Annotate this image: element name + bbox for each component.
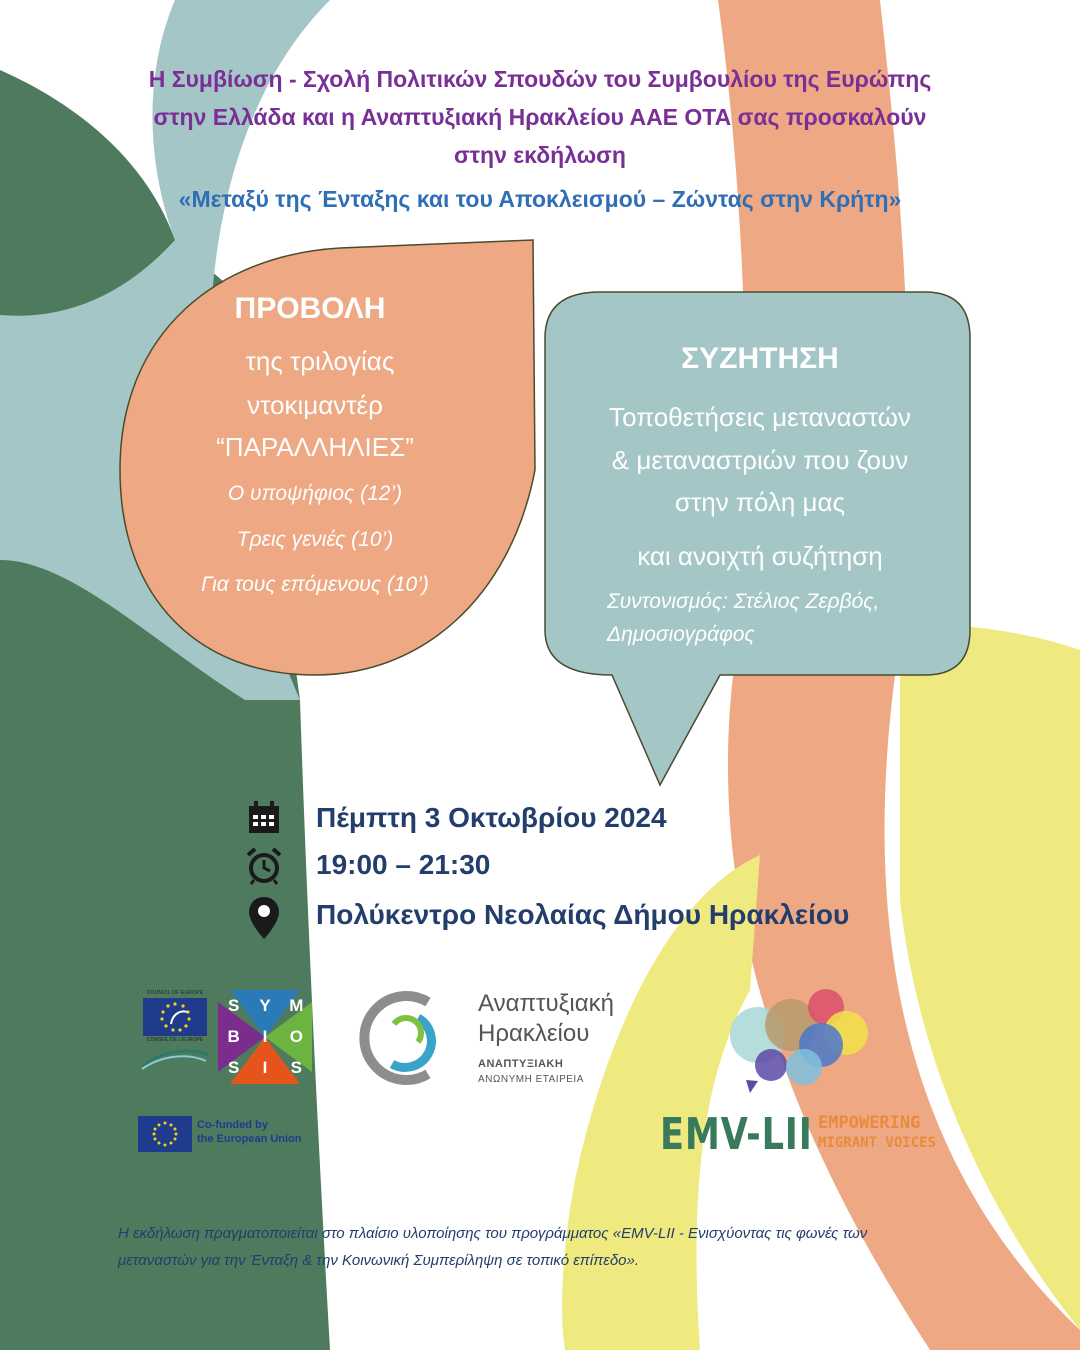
emv-lii-main-text: EMV-LII <box>660 1109 813 1160</box>
event-date: Πέμπτη 3 Οκτωβρίου 2024 <box>316 802 667 833</box>
alarm-clock-icon <box>245 847 283 885</box>
anaptyxiaki-logo <box>352 988 652 1088</box>
symbiosis-letter: M <box>289 995 304 1015</box>
council-of-europe-logo <box>140 990 210 1080</box>
symbiosis-letter: S <box>227 995 240 1015</box>
anaptyxiaki-line-1: Αναπτυξιακή <box>478 990 614 1017</box>
moderator-line-2: Δημοσιογράφος <box>607 623 755 646</box>
discussion-line-1: Τοποθετήσεις μεταναστών <box>609 402 911 432</box>
screening-line-2: ντοκιμαντέρ <box>247 390 383 420</box>
eu-flag-icon <box>138 1116 192 1152</box>
symbiosis-letter: I <box>262 1026 268 1046</box>
screening-line-1: της τριλογίας <box>245 346 395 376</box>
moderator-line-1: Συντονισμός: Στέλιος Ζερβός, <box>607 590 880 613</box>
symbiosis-letter: S <box>290 1058 302 1078</box>
footer-line-2: μεταναστών για την Ένταξη & την Κοινωνική Συμπερίληψη σε τοπικό επίπεδο». <box>118 1252 640 1269</box>
event-subtitle: «Μεταξύ της Ένταξης και του Αποκλεισμού – Ζώντας στην Κρήτη» <box>178 186 902 212</box>
speech-bubbles-icon <box>726 985 876 1095</box>
screening-line-3: “ΠΑΡΑΛΛΗΛΙΕΣ” <box>216 432 414 462</box>
eu-text-line-1: Co-funded by <box>197 1119 268 1131</box>
screening-heading: ΠΡΟΒΟΛΗ <box>234 292 386 325</box>
header-line-3: στην εκδήλωση <box>454 142 626 168</box>
coe-top-text: COUNCIL OF EUROPE <box>146 990 204 996</box>
eu-cofunded-logo <box>138 1116 338 1152</box>
header-line-1: Η Συμβίωση - Σχολή Πολιτικών Σπουδών του Συμβουλίου της Ευρώπης <box>148 66 932 92</box>
footer-line-1: Η εκδήλωση πραγματοποιείται στο πλαίσιο υλοποίησης του προγράμματος «EMV-LII - Ενισχύοντας τις φωνές των <box>118 1225 868 1242</box>
anaptyxiaki-line-4: ΑΝΩΝΥΜΗ ΕΤΑΙΡΕΙΑ <box>478 1074 584 1085</box>
screening-content <box>170 292 450 326</box>
discussion-heading: ΣΥΖΗΤΗΣΗ <box>681 342 839 375</box>
emv-lii-line-1: EMPOWERING <box>818 1113 921 1133</box>
emv-lii-logo <box>660 985 950 1160</box>
footer-note <box>118 1220 978 1274</box>
discussion-line-4: και ανοιχτή συζήτηση <box>637 541 883 571</box>
symbiosis-logo <box>218 990 312 1084</box>
location-pin-icon <box>246 895 282 941</box>
coe-bottom-text: CONSEIL DE L'EUROPE <box>146 1037 204 1043</box>
symbiosis-letter: O <box>289 1026 303 1046</box>
calendar-icon <box>246 800 282 836</box>
coe-flag <box>143 998 207 1036</box>
anaptyxiaki-line-3: ΑΝΑΠΤΥΞΙΑΚΗ <box>478 1058 564 1070</box>
event-time: 19:00 – 21:30 <box>316 849 491 880</box>
event-venue: Πολύκεντρο Νεολαίας Δήμου Ηρακλείου <box>316 899 850 930</box>
symbiosis-letter: S <box>227 1058 240 1078</box>
symbiosis-letter: B <box>227 1026 240 1046</box>
discussion-line-2: & μεταναστριών που ζουν <box>611 445 909 475</box>
eu-text-line-2: the European Union <box>197 1133 302 1145</box>
discussion-line-3: στην πόλη μας <box>674 487 846 517</box>
header-line-2: στην Ελλάδα και η Αναπτυξιακή Ηρακλείου ΑΑΕ ΟΤΑ σας προσκαλούν <box>153 104 927 130</box>
coe-swoosh <box>140 1043 210 1071</box>
film-item: Για τους επόμενους (10’) <box>201 573 429 596</box>
symbiosis-letter: I <box>262 1058 268 1078</box>
anaptyxiaki-emblem <box>352 988 452 1088</box>
film-item: Ο υποψήφιος (12’) <box>227 482 403 505</box>
film-item: Τρεις γενιές (10’) <box>236 528 394 551</box>
symbiosis-letter: Y <box>259 995 271 1015</box>
anaptyxiaki-line-2: Ηρακλείου <box>478 1020 590 1047</box>
emv-lii-line-2: MIGRANT VOICES <box>818 1135 937 1151</box>
